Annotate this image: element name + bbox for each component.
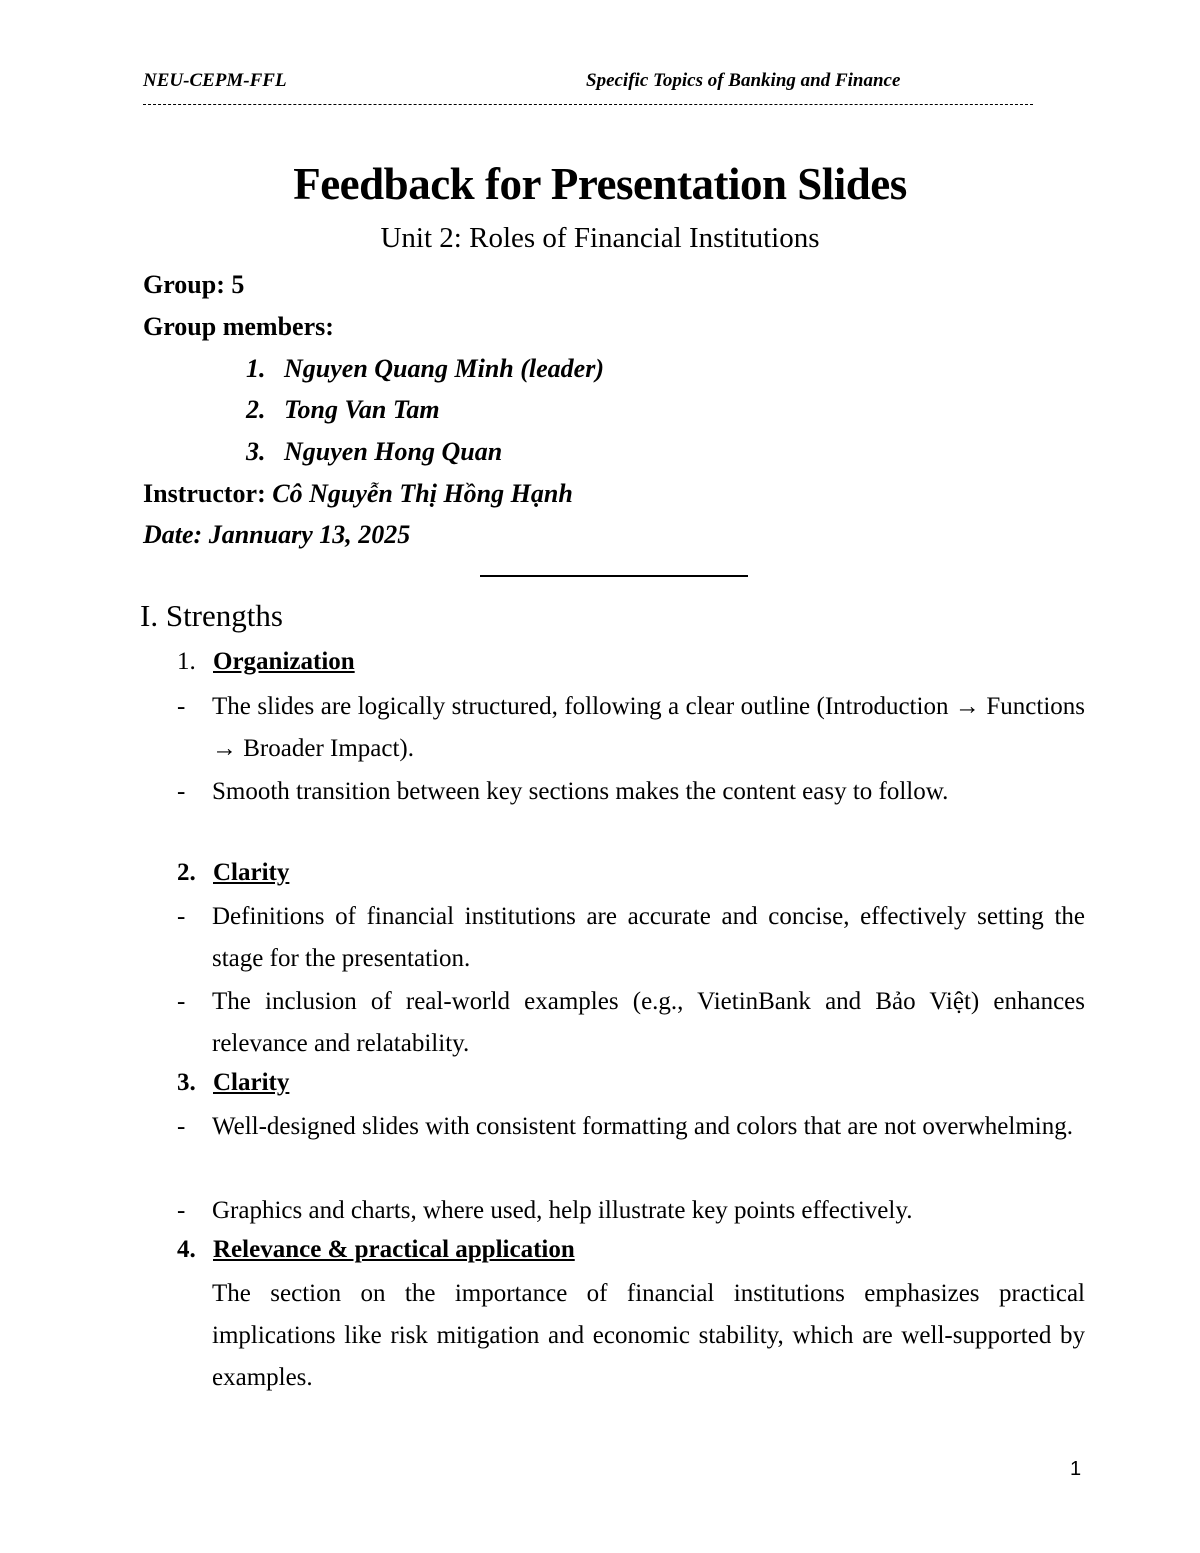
bullet-text: Graphics and charts, where used, help illustrate key points effectively. bbox=[212, 1197, 913, 1224]
subsection-number: 3. bbox=[177, 1069, 196, 1096]
group-label: Group: bbox=[143, 270, 232, 299]
member-number: 2. bbox=[246, 395, 266, 424]
subsection-number: 2. bbox=[177, 859, 196, 886]
member-item bbox=[246, 437, 502, 467]
member-number: 1. bbox=[246, 354, 266, 383]
member-name: Nguyen Hong Quan bbox=[284, 437, 503, 466]
subsection-number: 1. bbox=[177, 648, 196, 675]
group-line bbox=[143, 270, 244, 300]
bullet-marker: - bbox=[177, 1197, 186, 1224]
header-right: Specific Topics of Banking and Finance bbox=[586, 70, 901, 91]
subsection-label: Clarity bbox=[213, 859, 290, 886]
subsection-number: 4. bbox=[177, 1236, 196, 1263]
member-number: 3. bbox=[246, 437, 266, 466]
members-label: Group members: bbox=[143, 312, 334, 341]
subsection-heading bbox=[177, 1069, 289, 1097]
subsection-paragraph: The section on the importance of financial institutions emphasizes practical implications like risk mitigation and economic stability, which are well-supported by examples. bbox=[212, 1280, 1085, 1391]
subsection-heading bbox=[177, 1236, 575, 1264]
bullet-marker: - bbox=[177, 778, 186, 805]
group-value: 5 bbox=[231, 270, 245, 299]
bullet-text: Definitions of financial institutions are accurate and concise, effectively setting the stage for the presentation. bbox=[212, 903, 1085, 972]
bullet-text: The slides are logically structured, following a clear outline (Introduction → Functions → Broader Impact). bbox=[212, 693, 1085, 762]
instructor-label: Instructor: bbox=[143, 479, 273, 508]
member-item bbox=[246, 354, 604, 384]
separator-line bbox=[480, 575, 748, 577]
subsection-label: Clarity bbox=[213, 1069, 290, 1096]
subsection-label: Relevance & practical application bbox=[213, 1236, 575, 1263]
section-heading: I. Strengths bbox=[140, 598, 283, 633]
instructor-value: Cô Nguyễn Thị Hồng Hạnh bbox=[272, 479, 573, 508]
date-value: Jannuary 13, 2025 bbox=[208, 520, 411, 549]
member-item bbox=[246, 395, 440, 425]
subsection-heading bbox=[177, 648, 355, 676]
subsection-label: Organization bbox=[213, 648, 355, 675]
bullet-marker: - bbox=[177, 903, 186, 930]
bullet-text: The inclusion of real-world examples (e.g., VietinBank and Bảo Việt) enhances relevance and relatability. bbox=[212, 988, 1085, 1057]
document-subtitle: Unit 2: Roles of Financial Institutions bbox=[380, 222, 820, 254]
instructor-line bbox=[143, 479, 573, 509]
bullet-text: Smooth transition between key sections makes the content easy to follow. bbox=[212, 778, 949, 805]
member-name: Tong Van Tam bbox=[284, 395, 440, 424]
page-number: 1 bbox=[1070, 1458, 1082, 1480]
bullet-marker: - bbox=[177, 693, 186, 720]
document-title: Feedback for Presentation Slides bbox=[293, 159, 907, 209]
subsection-heading bbox=[177, 859, 289, 887]
bullet-text: Well-designed slides with consistent formatting and colors that are not overwhelming. bbox=[212, 1113, 1073, 1140]
date-label: Date: bbox=[143, 520, 209, 549]
member-name: Nguyen Quang Minh (leader) bbox=[284, 354, 604, 383]
bullet-marker: - bbox=[177, 988, 186, 1015]
header-left: NEU-CEPM-FFL bbox=[143, 70, 287, 91]
header-divider bbox=[143, 104, 1033, 105]
date-line bbox=[143, 520, 410, 550]
bullet-marker: - bbox=[177, 1113, 186, 1140]
